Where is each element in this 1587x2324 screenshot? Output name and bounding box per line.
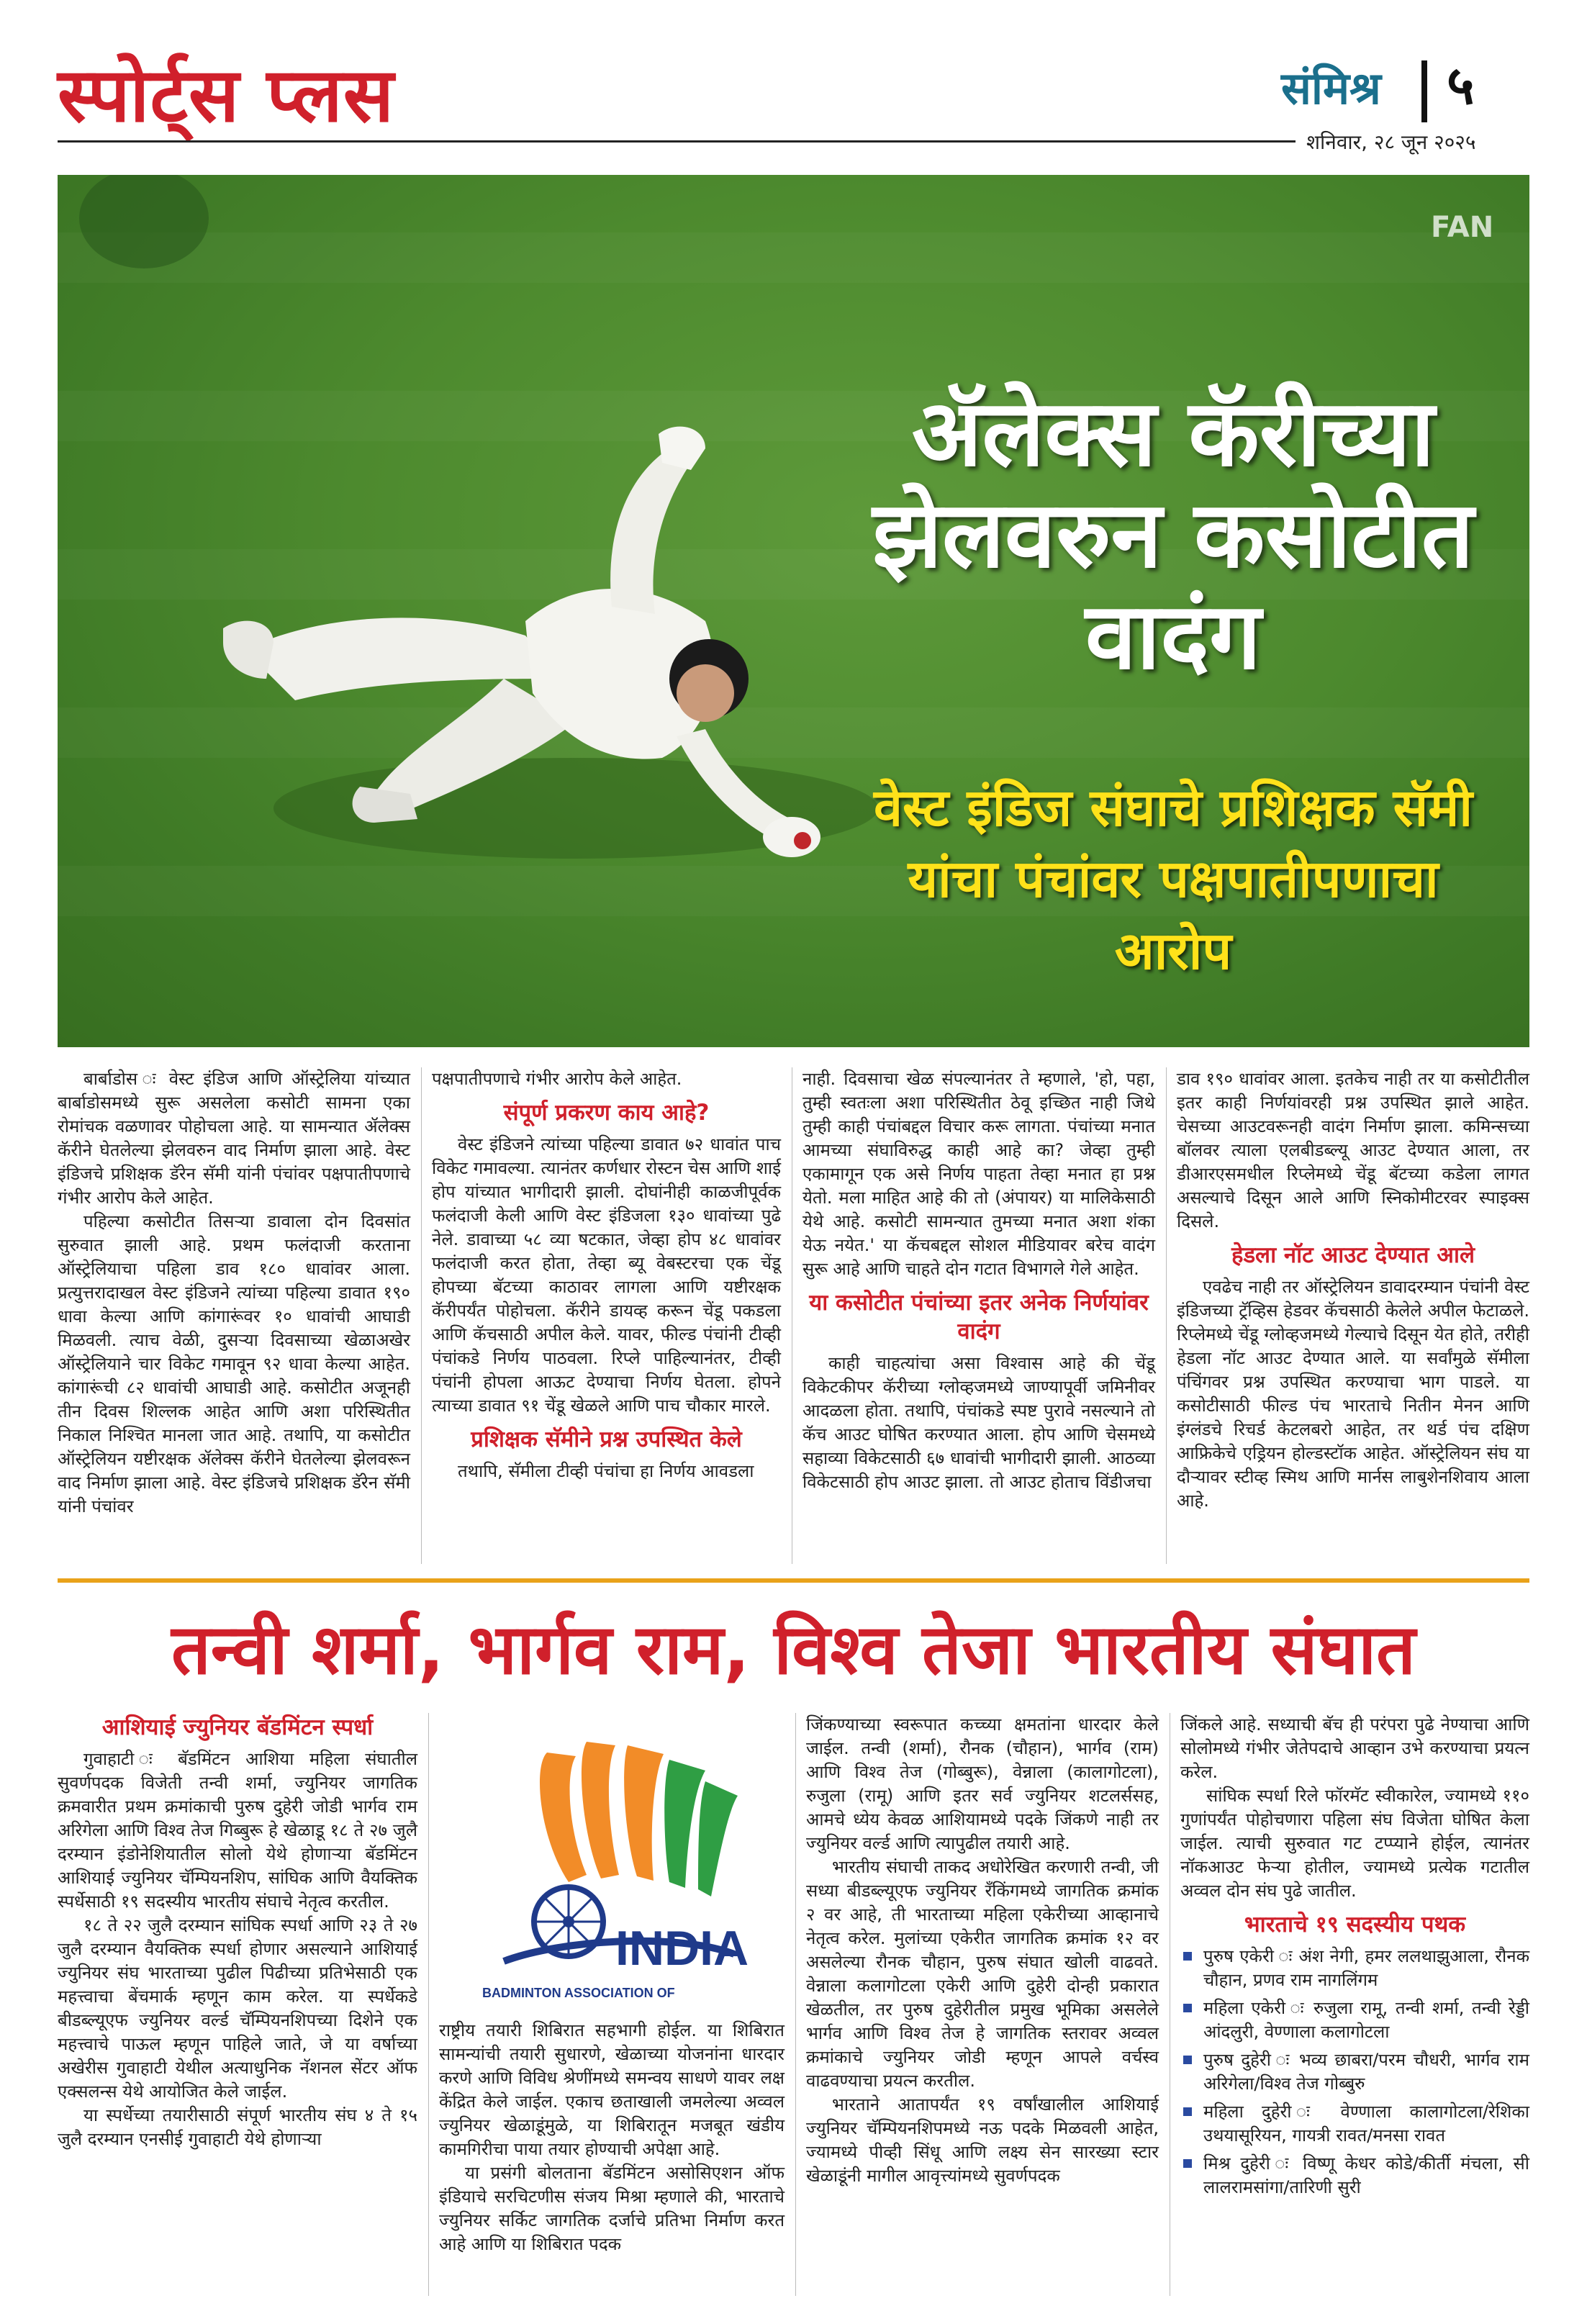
article2-subheading: भारताचे १९ सदस्यीय पथक bbox=[1244, 1912, 1466, 1938]
article2-column-3 bbox=[806, 1713, 1159, 2188]
shuttlecock-logo-icon bbox=[461, 1724, 763, 2012]
article1-paragraph: नाही. दिवसाचा खेळ संपल्यानंतर ते म्हणाले, 'हो, पहा, तुम्ही स्वतःला अशा परिस्थितीत ठेवू इच्छित नाही जिथे तुम्ही काही पंचांबद्दल विचार करू लागता. पंचांच्या मनात आमच्या संघाविरुद्ध काही आहे का? जेव्हा तुम्ही एकामागून एक असे निर्णय पाहता तेव्हा मनात हा प्रश्न येतो. मला माहित आहे की तो (अंपायर) या मालिकेसाठी येथे आहे. कसोटी सामन्यात तुमच्या मनात अशा शंका येऊ नयेत.' या कॅचबद्दल सोशल मीडियावर बरेच वादंग सुरू आहे आणि चाहते दोन गटात विभागले गेले आहेत. bbox=[802, 1069, 1155, 1279]
logo-arc-text: BADMINTON ASSOCIATION OF bbox=[482, 1986, 675, 2000]
article1-subheading: प्रशिक्षक सॅमीने प्रश्न उपस्थित केले bbox=[471, 1426, 742, 1452]
page-number: ५ bbox=[1447, 55, 1475, 117]
issue-date: शनिवार, २८ जून २०२५ bbox=[1306, 130, 1476, 154]
squad-list-item: पुरुष दुहेरी ः भव्य छाबरा/परम चौधरी, भार्गव राम अरिगेला/विश्व तेज गोब्बुरु bbox=[1180, 2048, 1529, 2096]
article2-subheading: आशियाई ज्युनियर बॅडमिंटन स्पर्धा bbox=[101, 1714, 374, 1740]
article2-paragraph: गुवाहाटी ः बॅडमिंटन आशिया महिला संघातील सुवर्णपदक विजेती तन्वी शर्मा, ज्युनियर जागतिक क्रमवारीत प्रथम क्रमांकाची पुरुष दुहेरी जोडी भार्गव राम अरिगेला आणि विश्व तेज गिब्बुरू हे खेळाडू १८ ते २७ जुलै दरम्यान इंडोनेशियातील सोलो येथे होणाऱ्या बॅडमिंटन आशियाई ज्युनियर चॅम्पियनशिप, सांघिक आणि वैयक्तिक स्पर्धेसाठी १९ सदस्यीय भारतीय संघाचे नेतृत्व करतील. bbox=[58, 1749, 417, 1912]
article1-paragraph: पक्षपातीपणाचे गंभीर आरोप केले आहेत. bbox=[432, 1069, 682, 1089]
article2-column-1 bbox=[58, 1713, 417, 2151]
article1-paragraph: डाव १९० धावांवर आला. इतकेच नाही तर या कसोटीतील इतर काही निर्णयांवरही प्रश्न उपस्थित झाले आहेत. चेसच्या आउटवरूनही वादंग निर्माण झाला. कमिन्सच्या बॉलवर त्याला एलबीडब्ल्यू आउट देण्यात आला, तर डीआरएसमधील रिप्लेमध्ये चेंडू बॅटच्या कडेला लागत असल्याचे दिसून आले आणि स्निकोमीटरवर स्पाइक्स दिसले. bbox=[1177, 1069, 1529, 1231]
article2-paragraph: या प्रसंगी बोलताना बॅडमिंटन असोसिएशन ऑफ इंडियाचे सरचिटणीस संजय मिश्रा म्हणाले की, भारताचे ज्युनियर सर्किट जागतिक दर्जाचे प्रतिभा निर्माण करत आहे आणि या शिबिरात पदक bbox=[439, 2163, 785, 2254]
article2-paragraph: भारताने आतापर्यंत १९ वर्षांखालील आशियाई ज्युनियर चॅम्पियनशिपमध्ये नऊ पदके मिळवली आहेत, ज्यामध्ये पीव्ही सिंधू आणि लक्ष्य सेन सारख्या स्टार खेळाडूंनी मागील आवृत्त्यांमध्ये सुवर्णपदक bbox=[806, 2094, 1159, 2186]
article1-column-1 bbox=[58, 1067, 410, 1519]
column-rule bbox=[428, 1713, 429, 2296]
article1-column-3 bbox=[802, 1067, 1155, 1494]
article2-paragraph: १८ ते २२ जुलै दरम्यान सांघिक स्पर्धा आणि २३ ते २७ जुलै दरम्यान वैयक्तिक स्पर्धा होणार असल्याने आशियाई ज्युनियर संघ भारताच्या पुढील पिढीच्या प्रतिभेसाठी एक महत्त्वाचा बेंचमार्क म्हणून काम करेल. या स्पर्धेकडे बीडब्ल्यूएफ ज्युनियर वर्ल्ड चॅम्पियनशिपच्या दिशेने एक महत्त्वाचे पाऊल म्हणून पाहिले जाते, जे या वर्षाच्या अखेरीस गुवाहाटी येथील अत्याधुनिक नॅशनल सेंटर ऑफ एक्सलन्स येथे आयोजित केले जाईल. bbox=[58, 1915, 417, 2102]
article2-paragraph: या स्पर्धेच्या तयारीसाठी संपूर्ण भारतीय संघ ४ ते १५ जुलै दरम्यान एनसीई गुवाहाटी येथे होणाऱ्या bbox=[58, 2105, 417, 2149]
section-name: संमिश्र bbox=[1281, 62, 1381, 114]
article1-column-2 bbox=[432, 1067, 781, 1483]
column-rule bbox=[795, 1713, 796, 2296]
article1-paragraph: बार्बाडोस ः वेस्ट इंडिज आणि ऑस्ट्रेलिया यांच्यात बार्बाडोसमध्ये सुरू असलेला कसोटी सामना एका रोमांचक वळणावर पोहोचला आहे. या सामन्यात ॲलेक्स कॅरीने घेतलेल्या झेलवरुन वाद निर्माण झाला आहे. वेस्ट इंडिजचे प्रशिक्षक डॅरेन सॅमी यांनी पंचांवर पक्षपातीपणाचे गंभीर आरोप केले आहेत. bbox=[58, 1069, 410, 1208]
article1-subheading: या कसोटीत पंचांच्या इतर अनेक निर्णयांवर वादंग bbox=[809, 1290, 1149, 1344]
broadcast-logo: FAN bbox=[1431, 211, 1494, 244]
column-rule bbox=[421, 1067, 422, 1564]
article1-subheading: संपूर्ण प्रकरण काय आहे? bbox=[503, 1100, 710, 1126]
hero-subheadline: वेस्ट इंडिज संघाचे प्रशिक्षक सॅमी यांचा पंचांवर पक्षपातीपणाचा आरोप bbox=[873, 777, 1473, 981]
squad-list-item: मिश्र दुहेरी ः विष्णू केधर कोडे/कीर्ती मंचला, सी लालरामसांगा/तारिणी सुरी bbox=[1180, 2152, 1529, 2199]
article1-paragraph: वेस्ट इंडिजने त्यांच्या पहिल्या डावात ७२ धावांत पाच विकेट गमावल्या. त्यानंतर कर्णधार रोस्टन चेस आणि शाई होप यांच्यात भागीदारी झाली. दोघांनीही काळजीपूर्वक फलंदाजी केली आणि वेस्ट इंडिजला १३० धावांच्या पुढे नेले. डावाच्या ५८ व्या षटकात, जेव्हा होप ४८ धावांवर फलंदाजी करत होता, तेव्हा ब्यू वेबस्टरचा एक चेंडू होपच्या बॅटच्या काठावर लागला आणि यष्टीरक्षक कॅरीपर्यंत पोहोचला. कॅरीने डायव्ह करून चेंडू पकडला आणि कॅचसाठी अपील केले. यावर, फील्ड पंचांनी टीव्ही पंचांकडे निर्णय पाठवला. रिप्ले पाहिल्यानंतर, टीव्ही पंचांनी होपला आऊट देण्याचा निर्णय घेतला. होपने त्याच्या डावात ९१ चेंडू खेळले आणि पाच चौकार मारले. bbox=[432, 1134, 781, 1416]
article2-paragraph: सांघिक स्पर्धा रिले फॉरमॅट स्वीकारेल, ज्यामध्ये ११० गुणांपर्यंत पोहोचणारा पहिला संघ विजेता घोषित केला जाईल. त्याची सुरुवात गट टप्प्याने होईल, त्यानंतर नॉकआउट फेऱ्या होतील, ज्यामध्ये प्रत्येक गटातील अव्वल दोन संघ पुढे जातील. bbox=[1180, 1786, 1529, 1901]
article2-paragraph: जिंकण्याच्या स्वरूपात कच्च्या क्षमतांना धारदार केले जाईल. तन्वी (शर्मा), रौनक (चौहान), भार्गव (राम) आणि विश्व तेज (गोब्बुरू), वेन्नाला (कालागोटला), रुजुला (रामू) आणि इतर सर्व ज्युनियर शटलर्ससह, आमचे ध्येय केवळ आशियामध्ये पदके जिंकणे नाही तर ज्युनियर वर्ल्ड आणि त्यापुढील तयारी आहे. bbox=[806, 1714, 1159, 1853]
diving-fielder-illustration bbox=[58, 175, 957, 1047]
article2-headline: तन्वी शर्मा, भार्गव राम, विश्व तेजा भारतीय संघात bbox=[171, 1609, 1416, 1690]
article2-paragraph: भारतीय संघाची ताकद अधोरेखित करणारी तन्वी, जी सध्या बीडब्ल्यूएफ ज्युनियर रँकिंगमध्ये जागतिक क्रमांक २ वर आहे, ती भारताच्या महिला एकेरीच्या आव्हानाचे नेतृत्व करेल. मुलांच्या एकेरीत जागतिक क्रमांक १२ वर असलेल्या रौनक चौहान, पुरुष संघात खोली वाढवते. वेन्नाला कलागोटला एकेरी आणि दुहेरी दोन्ही प्रकारात खेळतील, तर पुरुष दुहेरीतील प्रमुख भूमिका असलेले भार्गव आणि विश्व तेज हे जागतिक स्तरावर अव्वल क्रमांकाचे ज्युनियर जोडी म्हणून आपले वर्चस्व वाढवण्याचा प्रयत्न करतील. bbox=[806, 1857, 1159, 2091]
squad-list-item: पुरुष एकेरी ः अंश नेगी, हमर ललथाझुआला, रौनक चौहान, प्रणव राम नागलिंगम bbox=[1180, 1945, 1529, 1992]
article1-paragraph: तथापि, सॅमीला टीव्ही पंचांचा हा निर्णय आवडला bbox=[458, 1461, 754, 1481]
badminton-association-logo bbox=[461, 1724, 763, 2012]
article1-paragraph: पहिल्या कसोटीत तिसऱ्या डावाला दोन दिवसांत सुरुवात झाली आहे. प्रथम फलंदाजी करताना ऑस्ट्रेलियाचा पहिला डाव १८० धावांवर आला. प्रत्युत्तरादाखल वेस्ट इंडिजने त्यांच्या पहिल्या डावात १९० धावा केल्या आणि कांगारूंवर १० धावांची आघाडी मिळवली. त्याच वेळी, दुसऱ्या दिवसाच्या खेळाअखेर ऑस्ट्रेलियाने चार विकेट गमावून ९२ धावा केल्या आहेत. कांगारूंची ८२ धावांची आघाडी आहे. कसोटीत अजूनही तीन दिवस शिल्लक आहेत आणि अशा परिस्थितीत निकाल निश्चित मानला जात आहे. तथापि, या कसोटीत ऑस्ट्रेलियन यष्टीरक्षक ॲलेक्स कॅरीने घेतलेल्या झेलवरून वाद निर्माण झाला आहे. वेस्ट इंडिजचे प्रशिक्षक डॅरेन सॅमी यांनी पंचांवर bbox=[58, 1211, 410, 1516]
squad-list-item: महिला दुहेरी ः वेण्णाला कालागोटला/रेशिका उथयासूरियन, गायत्री रावत/मनसा रावत bbox=[1180, 2100, 1529, 2148]
article2-column-4 bbox=[1180, 1713, 1529, 2204]
masthead-rule bbox=[58, 140, 1296, 143]
section-divider bbox=[58, 1578, 1529, 1583]
article2-paragraph: जिंकले आहे. सध्याची बॅच ही परंपरा पुढे नेण्याचा आणि सोलोमध्ये गंभीर जेतेपदाचे आव्हान उभे करण्याचा प्रयत्न करेल. bbox=[1180, 1714, 1529, 1782]
article2-paragraph: राष्ट्रीय तयारी शिबिरात सहभागी होईल. या शिबिरात सामन्यांची तयारी सुधारणे, खेळाच्या योजनांना धारदार करणे आणि विविध श्रेणींमध्ये समन्वय साधणे यावर लक्ष केंद्रित केले जाईल. एकाच छताखाली जमलेल्या अव्वल ज्युनियर खेळाडूंमुळे, या शिबिरातून मजबूत खंडीय कामगिरीचा पाया तयार होण्याची अपेक्षा आहे. bbox=[439, 2020, 785, 2159]
article1-paragraph: काही चाहत्यांचा असा विश्वास आहे की चेंडू विकेटकीपर कॅरीच्या ग्लोव्हजमध्ये जाण्यापूर्वी जमिनीवर आदळला होता. तथापि, पंचांकडे स्पष्ट पुरावे नसल्याने तो कॅच आउट घोषित करण्यात आला. होप आणि चेसमध्ये सहाव्या विकेटसाठी ६७ धावांची भागीदारी झाली. आठव्या विकेटसाठी होप आउट झाला. तो आउट होताच विंडीजचा bbox=[802, 1353, 1155, 1492]
article2-column-2 bbox=[439, 2019, 785, 2256]
squad-list bbox=[1180, 1945, 1529, 2199]
column-rule bbox=[1166, 1067, 1167, 1564]
logo-india-text: INDIA bbox=[615, 1921, 749, 1976]
article1-paragraph: एवढेच नाही तर ऑस्ट्रेलियन डावादरम्यान पंचांनी वेस्ट इंडिजच्या ट्रॅव्हिस हेडवर कॅचसाठी केलेले अपील फेटाळले. रिप्लेमध्ये चेंडू ग्लोव्हजमध्ये गेल्याचे दिसून येत होते, तरीही हेडला नॉट आउट देण्यात आले. या सर्वांमुळे सॅमीला पंचिंगवर प्रश्न उपस्थित करण्याचा भाग पाडले. या कसोटीसाठी फील्ड पंच भारताचे नितीन मेनन आणि इंग्लंडचे रिचर्ड केटलबरो आहेत, तर थर्ड पंच दक्षिण आफ्रिकेचे एड्रियन होल्डस्टॉक आहेत. ऑस्ट्रेलियन संघ या दौऱ्यावर स्टीव्ह स्मिथ आणि मार्नस लाबुशेनशिवाय आला आहे. bbox=[1177, 1277, 1529, 1511]
article1-subheading: हेडला नॉट आउट देण्यात आले bbox=[1231, 1242, 1475, 1268]
masthead-separator bbox=[1421, 60, 1427, 122]
article1-column-4 bbox=[1177, 1067, 1529, 1513]
squad-list-item: महिला एकेरी ः रुजुला रामू, तन्वी शर्मा, तन्वी रेड्डी आंदलुरी, वेण्णाला कलागोटला bbox=[1180, 1997, 1529, 2044]
hero-headline: ॲलेक्स कॅरीच्या झेलवरुन कसोटीत वादंग bbox=[872, 380, 1474, 690]
hero-photo bbox=[58, 175, 1529, 1047]
masthead-title: स्पोर्ट्स प्लस bbox=[58, 51, 395, 139]
